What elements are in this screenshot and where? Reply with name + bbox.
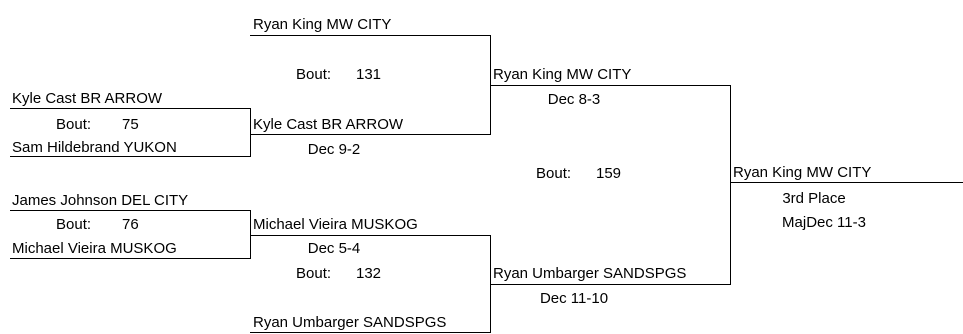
r1a-top-wrestler: Kyle Cast BR ARROW	[12, 90, 163, 107]
r1a-bout-number: 75	[122, 116, 139, 133]
final-place: 3rd Place	[782, 190, 846, 207]
final-result: MajDec 11-3	[782, 214, 866, 231]
semi-bottom-wrestler: Ryan Umbarger SANDSPGS	[493, 265, 687, 282]
r2a-bottom-result: Dec 9-2	[307, 141, 361, 158]
semi-bottom-result: Dec 11-10	[539, 290, 609, 307]
r1b-bout-label: Bout:	[56, 216, 92, 233]
r2a-bout-number: 131	[356, 66, 382, 83]
r1b-top-wrestler: James Johnson DEL CITY	[12, 192, 189, 209]
r2a-bout-label: Bout:	[296, 66, 332, 83]
r1a-bout-label: Bout:	[56, 116, 92, 133]
r2b-bout-number: 132	[356, 265, 382, 282]
r2b-top-wrestler: Michael Vieira MUSKOG	[253, 216, 418, 233]
r1b-bout-number: 76	[122, 216, 139, 233]
r2b-bottom-wrestler: Ryan Umbarger SANDSPGS	[253, 314, 447, 331]
r1b-bottom-wrestler: Michael Vieira MUSKOG	[12, 240, 177, 257]
r2a-top-wrestler: Ryan King MW CITY	[253, 16, 392, 33]
r1a-bottom-wrestler: Sam Hildebrand YUKON	[12, 139, 177, 156]
r2b-top-result: Dec 5-4	[307, 240, 361, 257]
semi-bout-number: 159	[596, 165, 622, 182]
semi-top-wrestler: Ryan King MW CITY	[493, 66, 632, 83]
semi-top-result: Dec 8-3	[547, 91, 601, 108]
semi-bout-label: Bout:	[536, 165, 572, 182]
r2b-bout-label: Bout:	[296, 265, 332, 282]
final-winner: Ryan King MW CITY	[733, 164, 872, 181]
r2a-bottom-wrestler: Kyle Cast BR ARROW	[253, 116, 404, 133]
